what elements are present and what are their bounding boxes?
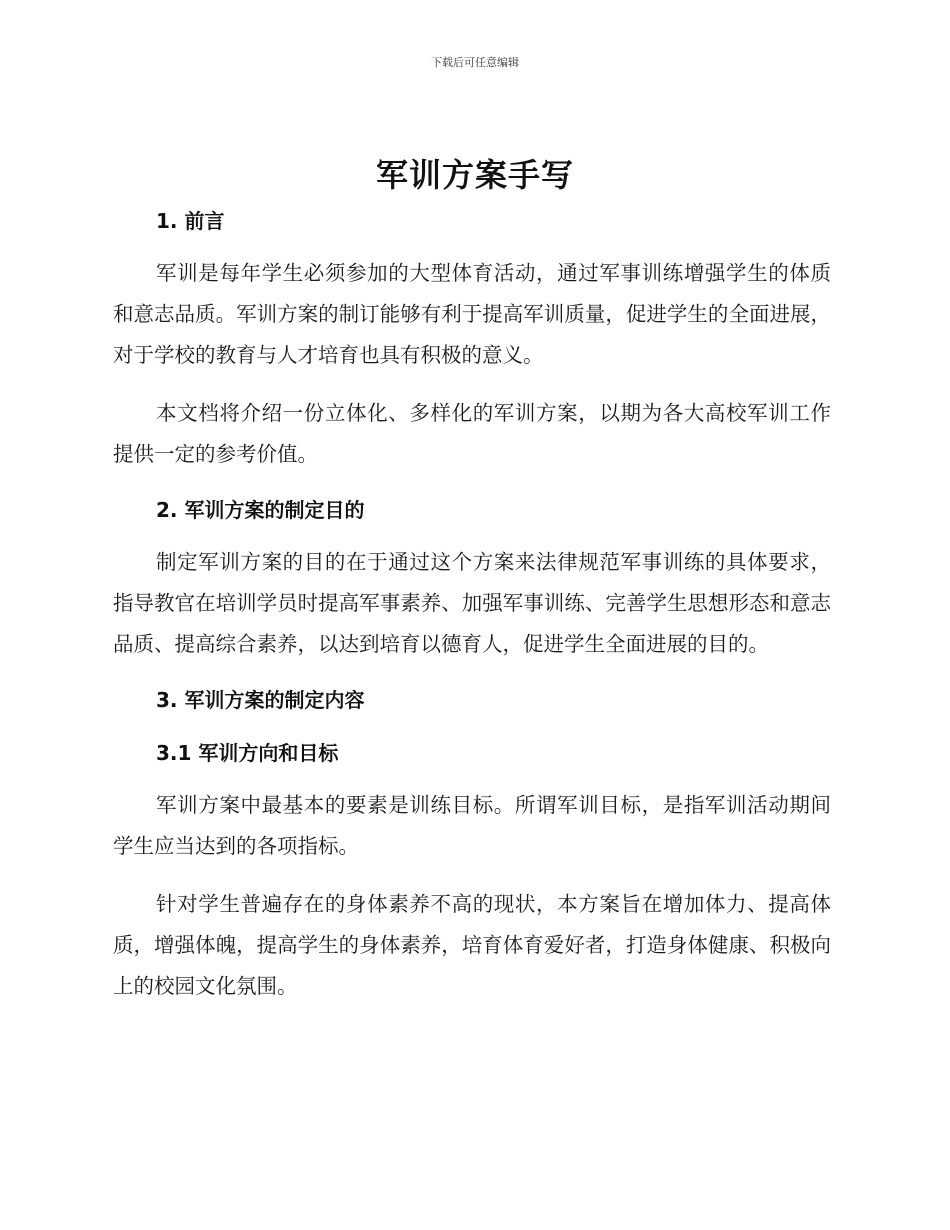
paragraph: 针对学生普遍存在的身体素养不高的现状，本方案旨在增加体力、提高体质，增强体魄，提高学生的身体素养，培育体育爱好者，打造身体健康、积极向上的校园文化氛围。	[113, 892, 831, 998]
paragraph: 本文档将介绍一份立体化、多样化的军训方案，以期为各大高校军训工作提供一定的参考价值。	[113, 401, 831, 466]
section-heading-3-1: 3.1 军训方向和目标	[156, 741, 339, 765]
header-note: 下载后可任意编辑	[431, 56, 519, 69]
paragraph: 军训是每年学生必须参加的大型体育活动，通过军事训练增强学生的体质和意志品质。军训方案的制订能够有利于提高军训质量，促进学生的全面进展，对于学校的教育与人才培育也具有积极的意义。	[113, 261, 831, 367]
section-heading-1: 1. 前言	[156, 209, 225, 233]
document-title: 军训方案手写	[375, 156, 574, 194]
section-heading-3: 3. 军训方案的制定内容	[156, 688, 365, 712]
section-heading-2: 2. 军训方案的制定目的	[156, 498, 365, 522]
paragraph: 军训方案中最基本的要素是训练目标。所谓军训目标，是指军训活动期间学生应当达到的各项指标。	[113, 793, 831, 858]
document-body	[113, 203, 831, 1007]
paragraph: 制定军训方案的目的在于通过这个方案来法律规范军事训练的具体要求，指导教官在培训学员时提高军事素养、加强军事训练、完善学生思想形态和意志品质、提高综合素养，以达到培育以德育人，促进学生全面进展的目的。	[113, 550, 831, 656]
